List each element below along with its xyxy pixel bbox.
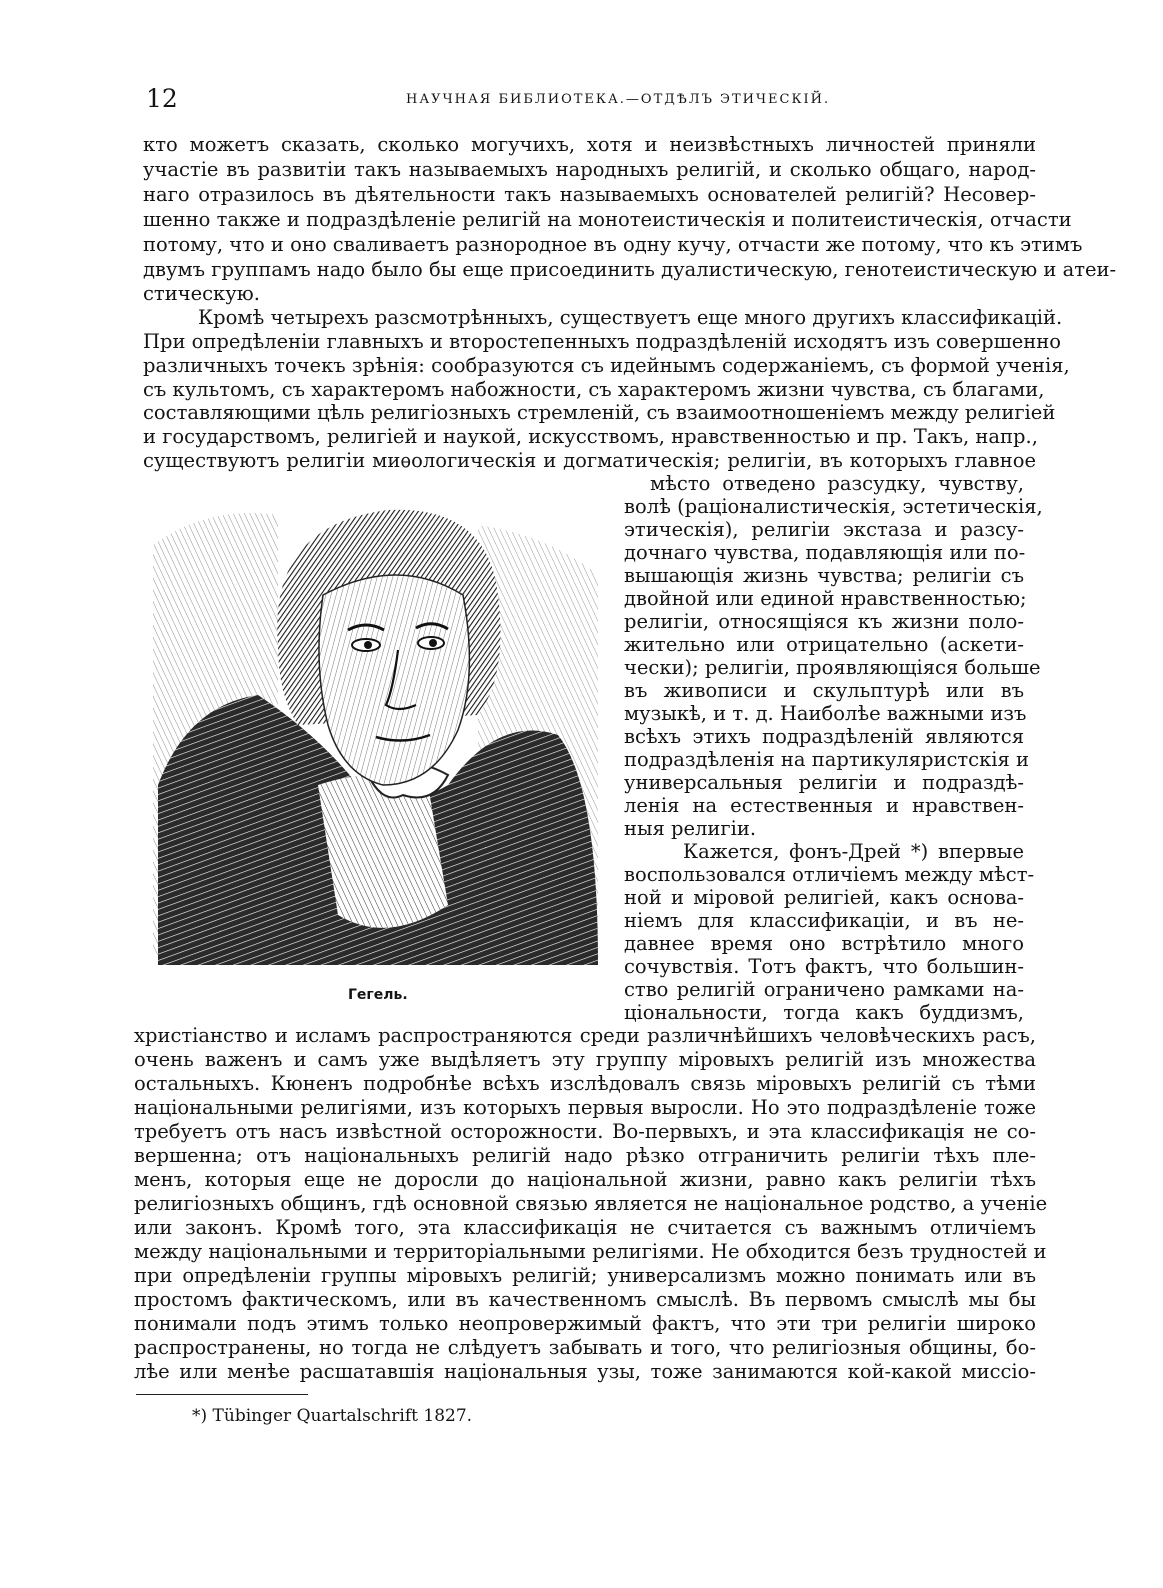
text-line: съ культомъ, съ характеромъ набожности, съ характеромъ жизни чувства, съ благами,	[143, 378, 1045, 401]
text-line: вершенна; отъ національныхъ религій надо рѣзко отграничить религіи тѣхъ пле-	[134, 1144, 1036, 1167]
text-line: или законъ. Кромѣ того, эта классификація не считается съ важнымъ отличіемъ	[134, 1216, 1036, 1239]
text-line: шенно также и подраздѣленіе религій на монотеистическія и политеистическія, отчасти	[143, 208, 1072, 231]
text-line: составляющими цѣль религіозныхъ стремленій, съ взаимоотношеніемъ между религіей	[143, 401, 1056, 424]
text-line: простомъ фактическомъ, или въ качественномъ смыслѣ. Въ первомъ смыслѣ мы бы	[134, 1288, 1036, 1311]
text-line: двойной или единой нравственностью;	[624, 587, 1027, 610]
text-line: лѣе или менѣе расшатавшія національныя узы, тоже занимаются кой-какой миссіо-	[134, 1360, 1036, 1383]
text-line: ной и міровой религіей, какъ основа-	[624, 886, 1024, 909]
text-line: существуютъ религіи миѳологическія и догматическія; религіи, въ которыхъ главное	[143, 449, 1036, 472]
text-line: при опредѣленіи группы міровыхъ религій; универсализмъ можно понимать или въ	[134, 1264, 1036, 1287]
text-line: ціональности, тогда какъ буддизмъ,	[624, 1001, 1024, 1024]
text-line: между національными и территоріальными религіями. Не обходится безъ трудностей и	[134, 1240, 1047, 1263]
text-line: вышающія жизнь чувства; религіи съ	[624, 564, 1024, 587]
text-line: волѣ (раціоналистическія, эстетическія,	[624, 495, 1043, 518]
text-line: мѣсто отведено разсудку, чувству,	[650, 472, 1024, 495]
text-line: дочнаго чувства, подавляющія или по-	[624, 541, 1026, 564]
text-line: національными религіями, изъ которыхъ первыя выросли. Но это подраздѣленіе тоже	[134, 1096, 1036, 1119]
footnote-divider	[136, 1394, 308, 1395]
text-line: При опредѣленіи главныхъ и второстепенныхъ подраздѣленій исходятъ изъ совершенно	[143, 330, 1061, 353]
page-header	[146, 84, 1036, 118]
text-line: менъ, которыя еще не доросли до національной жизни, равно какъ религіи тѣхъ	[134, 1168, 1036, 1191]
text-line: участіе въ развитіи такъ называемыхъ народныхъ религій, и сколько общаго, народ-	[143, 158, 1036, 181]
text-line: давнее время оно встрѣтило много	[624, 932, 1024, 955]
text-line: въ живописи и скульптурѣ или въ	[624, 679, 1024, 702]
illustration-caption: Гегель.	[348, 987, 408, 1003]
text-line: всѣхъ этихъ подраздѣленій являются	[624, 725, 1024, 748]
text-line: подраздѣленія на партикуляристскія и	[624, 748, 1030, 771]
hegel-portrait-illustration	[148, 485, 600, 970]
text-line: различныхъ точекъ зрѣнія: сообразуются съ идейнымъ содержаніемъ, съ формой ученія,	[143, 354, 1070, 377]
text-line: требуетъ отъ насъ извѣстной осторожности. Во-первыхъ, и эта классификація не со-	[134, 1120, 1036, 1143]
paragraph-start-line: Кажется, фонъ-Дрей *) впервые	[683, 840, 1024, 863]
text-line: христіанство и исламъ распространяются среди различнѣйшихъ человѣческихъ расъ,	[134, 1024, 1036, 1047]
text-line: остальныхъ. Кюненъ подробнѣе всѣхъ изслѣдовалъ связь міровыхъ религій съ тѣми	[134, 1072, 1036, 1095]
text-line: кто можетъ сказать, сколько могучихъ, хотя и неизвѣстныхъ личностей приняли	[143, 133, 1036, 156]
page-number: 12	[146, 84, 178, 113]
text-line: религіозныхъ общинъ, гдѣ основной связью является не національное родство, а ученіе	[134, 1192, 1048, 1215]
text-line: сочувствія. Тотъ фактъ, что большин-	[624, 955, 1024, 978]
running-head: НАУЧНАЯ БИБЛИОТЕКА.—ОТДѢЛЪ ЭТИЧЕСКІЙ.	[406, 92, 831, 107]
text-line: ніемъ для классификаціи, и въ не-	[624, 909, 1024, 932]
text-line: ство религій ограничено рамками на-	[624, 978, 1024, 1001]
text-line: и государствомъ, религіей и наукой, искусствомъ, нравственностью и пр. Такъ, напр.,	[143, 425, 1038, 448]
text-line: этическія), религіи экстаза и разсу-	[624, 518, 1024, 541]
text-line: жительно или отрицательно (аскети-	[624, 633, 1024, 656]
footnote: *) Tübinger Quartalschrift 1827.	[192, 1406, 473, 1426]
text-line: ныя религіи.	[624, 817, 757, 840]
text-line: музыкѣ, и т. д. Наиболѣе важными изъ	[624, 702, 1027, 725]
text-line: стическую.	[143, 282, 260, 305]
text-line: понимали подъ этимъ только неопровержимый фактъ, что эти три религіи широко	[134, 1312, 1036, 1335]
text-line: двумъ группамъ надо было бы еще присоединить дуалистическую, генотеистическую и атеи-	[143, 258, 1117, 281]
text-line: религіи, относящіяся къ жизни поло-	[624, 610, 1024, 633]
text-line: чески); религіи, проявляющіяся больше	[624, 656, 1041, 679]
text-line: распространены, но тогда не слѣдуетъ забывать и того, что религіозныя общины, бо-	[134, 1336, 1036, 1359]
text-line: универсальныя религіи и подраздѣ-	[624, 771, 1024, 794]
text-line: воспользовался отличіемъ между мѣст-	[624, 863, 1035, 886]
paragraph-start-line: Кромѣ четырехъ разсмотрѣнныхъ, существуетъ еще много другихъ классификацій.	[198, 306, 1063, 329]
text-line: ленія на естественныя и нравствен-	[624, 794, 1024, 817]
text-line: очень важенъ и самъ уже выдѣляетъ эту группу міровыхъ религій изъ множества	[134, 1048, 1036, 1071]
text-line: потому, что и оно сваливаетъ разнородное въ одну кучу, отчасти же потому, что къ этимъ	[143, 233, 1083, 256]
text-line: наго отразилось въ дѣятельности такъ называемыхъ основателей религій? Несовер-	[143, 183, 1036, 206]
